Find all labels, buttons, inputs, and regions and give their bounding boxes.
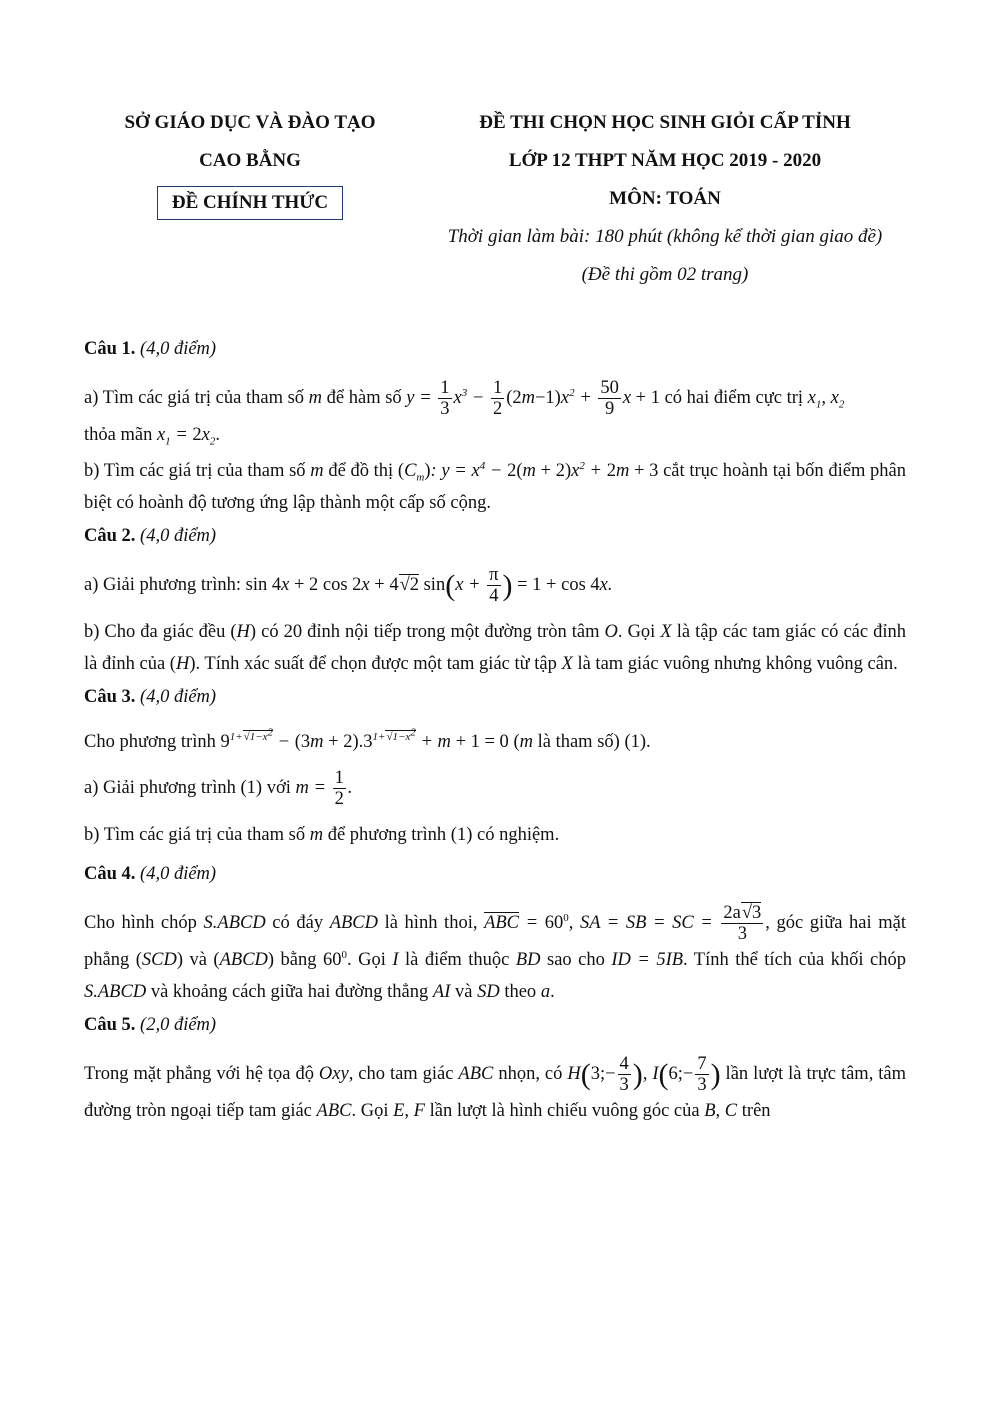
question-3a: a) Giải phương trình (1) với m = $\frac{1}{2}$ . [84, 768, 353, 809]
question-1b: b) Tìm các giá trị của tham số m để đồ thị $(C_m)$: $y = x^4 - 2(m + 2)x^2 + 2m + 3$ cắt trục hoành tại bốn điểm phân biệt có hoành độ tương ứng lập thành một cấp số cộng. [84, 459, 906, 513]
question-points: (4,0 điểm) [140, 526, 217, 546]
text: lần lượt là trực tâm, tâm đường tròn ngoại tiếp tam giác [84, 1063, 907, 1121]
text: để phương trình [323, 825, 451, 845]
question-points: (4,0 điểm) [140, 687, 217, 707]
department-name: SỞ GIÁO DỤC VÀ ĐÀO TẠO [124, 112, 376, 133]
text: trên [737, 1101, 771, 1121]
text: a) Giải phương trình: [84, 574, 246, 595]
question-4-title [84, 861, 906, 887]
text: . Gọi [351, 1101, 394, 1121]
province-name: CAO BẰNG [199, 150, 301, 171]
formula: sin 4x + 2 cos 2x + 4√2 sin(x + $\frac{\pi}{4}$ ) = 1 + cos 4x. [245, 565, 613, 606]
exam-title-block [420, 110, 910, 300]
question-points: (4,0 điểm) [140, 339, 217, 359]
text: . Tính thể tích của khối chóp [683, 950, 906, 970]
question-1-title [84, 336, 906, 362]
formula: $(C_m)$: $y = x^4 - 2(m + 2)x^2 + 2m + 3$ [397, 459, 659, 484]
question-3-title [84, 684, 906, 710]
text: có hai điểm cực trị [659, 387, 808, 408]
question-2b: b) Cho đa giác đều (H) có 20 đỉnh nội tiếp trong một đường tròn tâm O. Gọi X là tập các tam giác có các đỉnh là đỉnh của (H). Tính xác suất để chọn được một tam giác từ tập X là tam giác vuông nhưng không vuông cân. [84, 622, 907, 674]
text: theo [499, 982, 541, 1002]
text: và [450, 982, 478, 1002]
text: Cho hình chóp [84, 912, 204, 933]
question-4: Cho hình chóp S.ABCD có đáy ABCD là hình thoi, $\overline{ABC} = 60^0$, SA = SB = SC = $\frac{2a√3}{3}$ , góc giữa hai mặt phẳng (SCD) và (ABCD) bằng $60^0$. Gọi I là điểm thuộc BD sao cho ID = 5IB. Tính thể tích của khối chóp S.ABCD và khoảng cách giữa hai đường thẳng AI và SD theo a. [84, 903, 906, 1002]
text: . Gọi [347, 950, 393, 970]
text: là tập các tam giác có các đỉnh là đỉnh của [84, 622, 907, 674]
text: b) Cho đa giác đều [84, 622, 231, 642]
text: a) Giải phương trình [84, 777, 241, 798]
text: , góc giữa hai mặt phẳng [84, 912, 906, 970]
text: b) Tìm các giá trị của tham số [84, 461, 311, 481]
question-points: (2,0 điểm) [140, 1015, 217, 1035]
exam-subject: MÔN: TOÁN [609, 188, 721, 209]
question-label: Câu 3. [84, 687, 136, 707]
question-3b: b) Tìm các giá trị của tham số m để phương trình (1) có nghiệm. [84, 825, 560, 845]
exam-title: ĐỀ THI CHỌN HỌC SINH GIỎI CẤP TỈNH [479, 112, 851, 133]
text: Trong mặt phẳng với hệ tọa độ [84, 1063, 319, 1084]
question-2-title [84, 523, 906, 549]
exam-pages-note: (Đề thi gồm 02 trang) [581, 264, 749, 285]
text: , cho tam giác [348, 1063, 459, 1084]
question-5-title [84, 1012, 906, 1038]
text: bằng [274, 950, 323, 970]
text: có nghiệm. [472, 825, 560, 845]
text: b) Tìm các giá trị của tham số [84, 825, 310, 845]
text: Cho phương trình [84, 732, 221, 752]
text: nhọn, có [493, 1063, 568, 1084]
text: và [183, 950, 214, 970]
exam-time-note: Thời gian làm bài: 180 phút (không kể thời gian giao đề) [447, 226, 883, 247]
question-5: Trong mặt phẳng với hệ tọa độ Oxy, cho tam giác ABC nhọn, có H(3;− $\frac{4}{3}$ ), I(6;− $\frac{7}{3}$ ) lần lượt là trực tâm, tâm đường tròn ngoại tiếp tam giác ABC. Gọi E, F lần lượt là hình chiếu vuông góc của B, C trên [84, 1054, 907, 1121]
text: là điểm thuộc [398, 950, 516, 970]
text: là hình thoi, [378, 912, 485, 933]
formula: y = $\frac{1}{3}$ $x^3$ − $\frac{1}{2}$ $(2m-1)x^2$ + $\frac{50}{9}$ x + 1 [406, 378, 660, 419]
question-label: Câu 5. [84, 1015, 136, 1035]
text: lần lượt là hình chiếu vuông góc của [424, 1101, 705, 1121]
question-3-intro: Cho phương trình $9^{1+√1-x^2} - (3m + 2).3^{1+√1-x^2} + m + 1 = 0$ (m là tham số) (1). [84, 726, 651, 752]
text: thỏa mãn [84, 425, 157, 445]
text: và khoảng cách giữa hai đường thẳng [146, 982, 433, 1002]
text: cắt trục hoành tại bốn điểm phân biệt có hoành độ tương ứng lập thành một cấp số cộng. [84, 461, 906, 513]
text: . Gọi [617, 622, 661, 642]
question-label: Câu 1. [84, 339, 136, 359]
question-1a: a) Tìm các giá trị của tham số m để hàm số y = $\frac{1}{3}$ $x^3$ − $\frac{1}{2}$ $(2m-1)x^2$ + $\frac{50}{9}$ x + 1 có hai điểm cực trị $x_1$, $x_2$ thỏa mãn $x_1 = 2x_2$. [84, 378, 845, 448]
issuer-block [100, 110, 400, 220]
text: để hàm số [322, 387, 407, 408]
exam-questions [84, 336, 906, 1137]
question-label: Câu 4. [84, 864, 136, 884]
text: có đáy [265, 912, 330, 933]
text: sao cho [540, 950, 612, 970]
formula: $9^{1+√1-x^2} - (3m + 2).3^{1+√1-x^2} + m + 1 = 0$ [220, 726, 509, 752]
question-label: Câu 2. [84, 526, 136, 546]
question-2a [84, 565, 906, 606]
text: với [262, 777, 296, 798]
text: là tham số) [532, 732, 625, 752]
text: là tam giác vuông nhưng không vuông cân. [572, 654, 898, 674]
exam-grade-year: LỚP 12 THPT NĂM HỌC 2019 - 2020 [508, 150, 822, 171]
text: a) Tìm các giá trị của tham số [84, 387, 309, 408]
official-stamp: ĐỀ CHÍNH THỨC [157, 186, 343, 220]
text: . Tính xác suất để chọn được một tam giác từ tập [195, 654, 562, 674]
text: có 20 đỉnh nội tiếp trong một đường tròn tâm [256, 622, 605, 642]
text: để đồ thị [323, 461, 398, 481]
question-points: (4,0 điểm) [140, 864, 217, 884]
